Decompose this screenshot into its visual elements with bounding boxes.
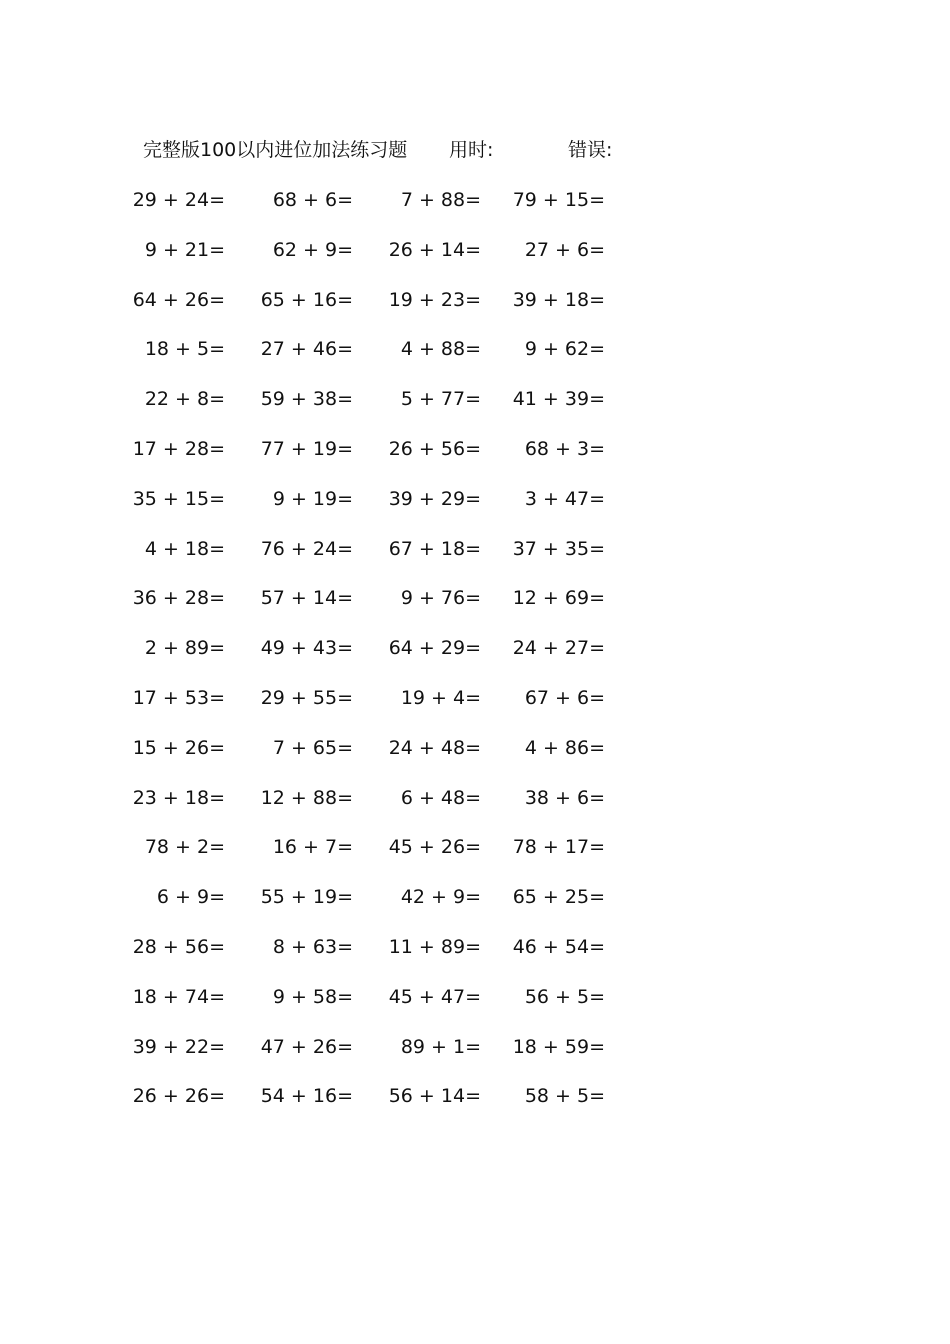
addition-problem: 4 + 18= [144, 538, 225, 560]
addition-problem: 16 + 7= [272, 836, 353, 858]
addition-problem: 54 + 16= [260, 1085, 353, 1107]
addition-problem: 22 + 8= [144, 388, 225, 410]
addition-problem: 38 + 6= [524, 787, 605, 809]
addition-problem: 68 + 3= [524, 438, 605, 460]
problem-row [0, 882, 950, 912]
addition-problem: 77 + 19= [260, 438, 353, 460]
addition-problem: 27 + 46= [260, 338, 353, 360]
problem-row [0, 484, 950, 514]
addition-problem: 28 + 56= [132, 936, 225, 958]
addition-problem: 64 + 26= [132, 289, 225, 311]
addition-problem: 89 + 1= [400, 1036, 481, 1058]
problem-row [0, 534, 950, 564]
addition-problem: 42 + 9= [400, 886, 481, 908]
addition-problem: 49 + 43= [260, 637, 353, 659]
addition-problem: 9 + 19= [272, 488, 353, 510]
worksheet-title: 完整版100以内进位加法练习题 [143, 139, 408, 161]
problem-row [0, 733, 950, 763]
addition-problem: 76 + 24= [260, 538, 353, 560]
addition-problem: 24 + 27= [512, 637, 605, 659]
worksheet-header [143, 136, 663, 164]
addition-problem: 39 + 18= [512, 289, 605, 311]
addition-problem: 8 + 63= [272, 936, 353, 958]
addition-problem: 46 + 54= [512, 936, 605, 958]
problem-row [0, 783, 950, 813]
addition-problem: 65 + 16= [260, 289, 353, 311]
addition-problem: 65 + 25= [512, 886, 605, 908]
problem-row [0, 1081, 950, 1111]
addition-problem: 37 + 35= [512, 538, 605, 560]
addition-problem: 12 + 69= [512, 587, 605, 609]
addition-problem: 56 + 5= [524, 986, 605, 1008]
addition-problem: 62 + 9= [272, 239, 353, 261]
time-used-label: 用时: [449, 139, 494, 161]
addition-problem: 7 + 65= [272, 737, 353, 759]
addition-problem: 4 + 86= [524, 737, 605, 759]
addition-problem: 79 + 15= [512, 189, 605, 211]
problem-row [0, 832, 950, 862]
addition-problem: 47 + 26= [260, 1036, 353, 1058]
addition-problem: 56 + 14= [388, 1085, 481, 1107]
addition-problem: 78 + 17= [512, 836, 605, 858]
problem-row [0, 235, 950, 265]
addition-problem: 23 + 18= [132, 787, 225, 809]
addition-problem: 19 + 23= [388, 289, 481, 311]
addition-problem: 18 + 74= [132, 986, 225, 1008]
addition-problem: 45 + 47= [388, 986, 481, 1008]
addition-problem: 29 + 55= [260, 687, 353, 709]
addition-problem: 17 + 28= [132, 438, 225, 460]
problem-row [0, 583, 950, 613]
addition-problem: 39 + 22= [132, 1036, 225, 1058]
addition-problem: 26 + 56= [388, 438, 481, 460]
addition-problem: 35 + 15= [132, 488, 225, 510]
addition-problem: 11 + 89= [388, 936, 481, 958]
addition-problem: 57 + 14= [260, 587, 353, 609]
addition-problem: 7 + 88= [400, 189, 481, 211]
problem-row [0, 1032, 950, 1062]
problem-row [0, 384, 950, 414]
problem-row [0, 185, 950, 215]
addition-problem: 41 + 39= [512, 388, 605, 410]
addition-problem: 68 + 6= [272, 189, 353, 211]
addition-problem: 17 + 53= [132, 687, 225, 709]
addition-problem: 67 + 18= [388, 538, 481, 560]
addition-problem: 64 + 29= [388, 637, 481, 659]
addition-problem: 9 + 21= [144, 239, 225, 261]
problem-row [0, 434, 950, 464]
addition-problem: 6 + 48= [400, 787, 481, 809]
addition-problem: 58 + 5= [524, 1085, 605, 1107]
addition-problem: 15 + 26= [132, 737, 225, 759]
problem-row [0, 932, 950, 962]
addition-problem: 12 + 88= [260, 787, 353, 809]
addition-problem: 24 + 48= [388, 737, 481, 759]
addition-problem: 4 + 88= [400, 338, 481, 360]
addition-problem: 2 + 89= [144, 637, 225, 659]
addition-problem: 18 + 59= [512, 1036, 605, 1058]
addition-problem: 9 + 62= [524, 338, 605, 360]
addition-problem: 9 + 76= [400, 587, 481, 609]
addition-problem: 26 + 14= [388, 239, 481, 261]
addition-problem: 6 + 9= [156, 886, 225, 908]
addition-problem: 26 + 26= [132, 1085, 225, 1107]
addition-problem: 78 + 2= [144, 836, 225, 858]
addition-problem: 3 + 47= [524, 488, 605, 510]
addition-problem: 9 + 58= [272, 986, 353, 1008]
addition-problem: 36 + 28= [132, 587, 225, 609]
problem-row [0, 334, 950, 364]
problem-row [0, 633, 950, 663]
addition-problem: 19 + 4= [400, 687, 481, 709]
addition-problem: 5 + 77= [400, 388, 481, 410]
problem-row [0, 285, 950, 315]
addition-problem: 59 + 38= [260, 388, 353, 410]
error-count-label: 错误: [568, 139, 613, 161]
addition-problem: 45 + 26= [388, 836, 481, 858]
problem-row [0, 683, 950, 713]
addition-problem: 55 + 19= [260, 886, 353, 908]
addition-problem: 67 + 6= [524, 687, 605, 709]
problem-row [0, 982, 950, 1012]
addition-problem: 29 + 24= [132, 189, 225, 211]
addition-problem: 39 + 29= [388, 488, 481, 510]
addition-problem: 27 + 6= [524, 239, 605, 261]
addition-problem: 18 + 5= [144, 338, 225, 360]
